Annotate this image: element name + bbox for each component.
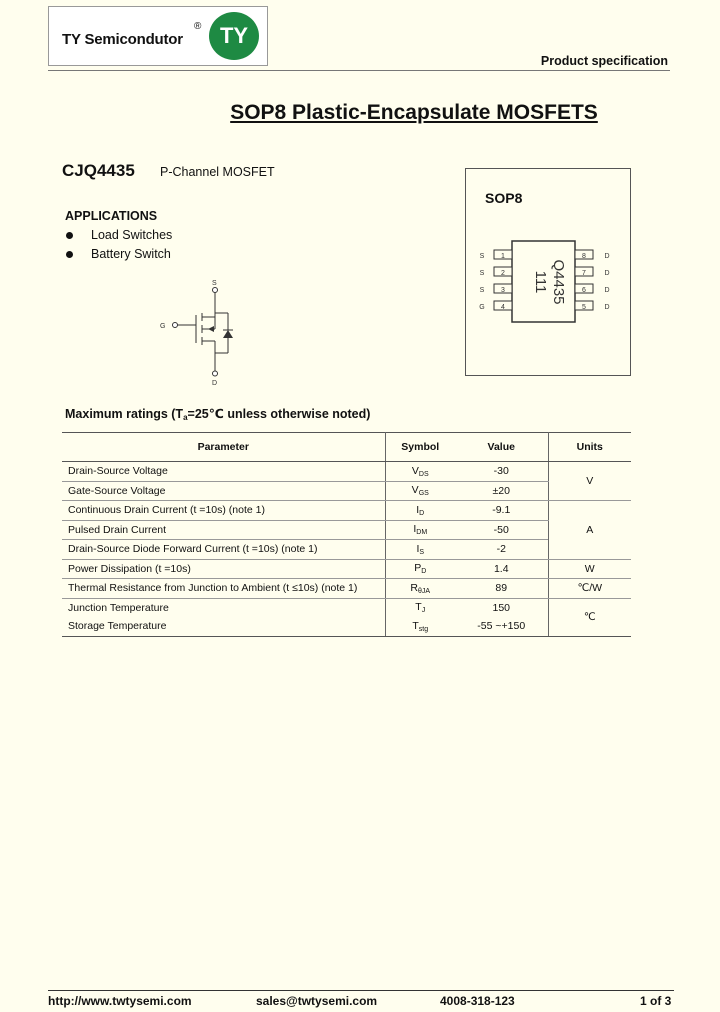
table-row: Gate-Source Voltage $V_{GS}$ ±20 [62, 481, 631, 501]
mosfet-schematic-icon [150, 275, 250, 390]
table-row: Drain-Source Diode Forward Current (t =10s) (note 1) $I_S$ -2 [62, 540, 631, 560]
application-item [65, 228, 172, 242]
pin-label: S [479, 287, 485, 294]
pin-number: 1 [501, 253, 505, 260]
table-row: Power Dissipation (t =10s) $P_D$ 1.4 W [62, 559, 631, 579]
table-row: Drain-Source Voltage $V_{DS}$ -30 V [62, 462, 631, 482]
package-marking-line1: Q4435 [550, 259, 567, 305]
column-header-parameter: Parameter [62, 433, 385, 462]
pin-number: 3 [501, 287, 505, 294]
header-divider [48, 70, 670, 71]
pin-label: D [604, 253, 610, 260]
application-item [65, 247, 171, 261]
phone-number: 4008-318-123 [440, 994, 515, 1008]
document-title: SOP8 Plastic-Encapsulate MOSFETS [230, 101, 598, 124]
column-header-value: Value [455, 433, 548, 462]
pin-number: 6 [582, 287, 586, 294]
registered-mark: ® [194, 21, 202, 32]
table-row: Storage Temperature $T_{stg}$ -55 ~+150 [62, 617, 631, 636]
pin-label: S [479, 270, 485, 277]
package-marking-line2: 111 [532, 270, 549, 294]
ty-logo-icon: TY [209, 12, 259, 60]
application-label: Load Switches [91, 228, 173, 242]
pin-label: G [479, 304, 485, 311]
pin-number: 2 [501, 270, 505, 277]
pin-number: 8 [582, 253, 586, 260]
column-header-symbol: Symbol [385, 433, 455, 462]
pin-label: S [479, 253, 485, 260]
application-label: Battery Switch [91, 247, 171, 261]
footer-divider [48, 990, 674, 991]
table-row: Thermal Resistance from Junction to Ambient (t ≤10s) (note 1) $R_{\theta JA}$ 89 ℃/W [62, 579, 631, 599]
sop8-package-icon [470, 238, 625, 328]
gate-label: G [160, 323, 166, 330]
email-link[interactable]: sales@twtysemi.com [256, 994, 378, 1008]
pin-label: D [604, 287, 610, 294]
page-number: 1 of 3 [640, 994, 672, 1008]
column-header-units: Units [548, 433, 631, 462]
table-row: Junction Temperature $T_J$ 150 ℃ [62, 598, 631, 617]
pin-number: 4 [501, 304, 505, 311]
bullet-icon [66, 251, 73, 258]
pin-label: D [604, 304, 610, 311]
product-spec-label: Product specification [540, 54, 668, 68]
package-title: SOP8 [485, 190, 523, 206]
part-number: CJQ4435 [62, 161, 135, 180]
drain-label: D [212, 380, 218, 387]
source-label: S [212, 280, 217, 287]
table-row: Continuous Drain Current (t =10s) (note 1) $I_D$ -9.1 A [62, 501, 631, 521]
pin-number: 5 [582, 304, 586, 311]
bullet-icon [66, 232, 73, 239]
applications-heading: APPLICATIONS [65, 209, 158, 223]
website-link[interactable]: http://www.twtysemi.com [48, 994, 192, 1008]
brand-logo [48, 6, 268, 66]
brand-name: TY Semicondutor [62, 31, 183, 48]
max-ratings-table [62, 432, 631, 637]
pin-label: D [604, 270, 610, 277]
part-description: P-Channel MOSFET [160, 165, 275, 179]
table-row: Pulsed Drain Current $I_{DM}$ -50 [62, 520, 631, 540]
max-ratings-heading: Maximum ratings ($T_a=25℃$ unless otherwise noted) [65, 407, 371, 422]
pin-number: 7 [582, 270, 586, 277]
